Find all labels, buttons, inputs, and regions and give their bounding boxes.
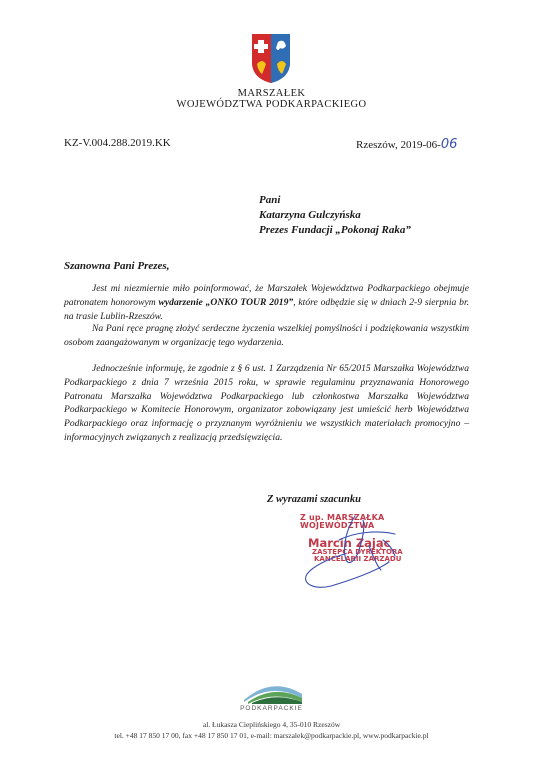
closing: Z wyrazami szacunku (267, 494, 361, 505)
reference-number: KZ-V.004.288.2019.KK (64, 137, 171, 149)
paragraph-1-text-b: , które odbędzie się w dniach 2-9 sierpnia br. na trasie Lublin-Rzeszów. (64, 296, 470, 322)
paragraph-3: Jednocześnie informuję, że zgodnie z § 6 ust. 1 Zarządzenia Nr 65/2015 Marszałka Województwa Podkarpackiego z dnia 7 września 2015 roku, w sprawie regulaminu przyznawania Honorowego Patronatu Marszałka Województwa Podkarpackiego lub członkostwa Marszałka Województwa Podkarpackiego w Komitecie Honorowym, organizator zobowiązany jest umieścić herb Województwa Podkarpackiego oraz informację o przyznanym wyróżnieniu we wszystkich materiałach promocyjno – informacyjnych związanych z realizacją przedsięwzięcia. (64, 363, 469, 443)
stamp-line-1: Z up. MARSZAŁKA WOJEWÓDZTWA (300, 513, 385, 531)
handwritten-signature (285, 510, 415, 595)
addressee-title: Prezes Fundacji „Pokonaj Raka” (259, 224, 411, 236)
coat-of-arms-icon (250, 32, 292, 84)
place-date (356, 137, 457, 152)
greeting: Szanowna Pani Prezes, (64, 260, 170, 272)
stamp-line-2: Marcin Zając (308, 535, 391, 550)
paragraph-2: Na Pani ręce pragnę złożyć serdeczne życzenia wszelkiej pomyślności i podziękowania wszystkim osobom zaangażowanym w organizację tego wydarzenia. (64, 323, 469, 348)
paragraph-1-event: wydarzenie „ONKO TOUR 2019” (158, 296, 294, 308)
footer-brand: PODKARPACKIE (240, 705, 303, 712)
stamp-line-4: KANCELARII ZARZĄDU (314, 555, 402, 564)
stamp-line-3: ZASTĘPCA DYREKTORA (312, 547, 403, 556)
header-title-line1: MARSZAŁEK (237, 88, 306, 99)
paragraph-1-text-a: Jest mi niezmiernie miło poinformować, że Marszałek Województwa Podkarpackiego obejmuje patronatem honorowym (64, 283, 469, 308)
place-date-printed: Rzeszów, 2019-06- (356, 139, 441, 151)
podkarpackie-logo-icon (242, 672, 304, 704)
addressee-name: Katarzyna Gulczyńska (259, 209, 361, 221)
addressee-salutation: Pani (259, 194, 281, 206)
place-date-handwritten-day: 06 (440, 137, 458, 152)
footer-contact: tel. +48 17 850 17 00, fax +48 17 850 17 01, e-mail: marszalek@podkarpackie.pl, www.podkarpackie.pl (114, 731, 429, 740)
paragraph-1 (64, 282, 469, 323)
footer-address: al. Łukasza Cieplińskiego 4, 35-010 Rzeszów (202, 720, 341, 729)
header-title-line2: WOJEWÓDZTWA PODKARPACKIEGO (176, 99, 367, 110)
